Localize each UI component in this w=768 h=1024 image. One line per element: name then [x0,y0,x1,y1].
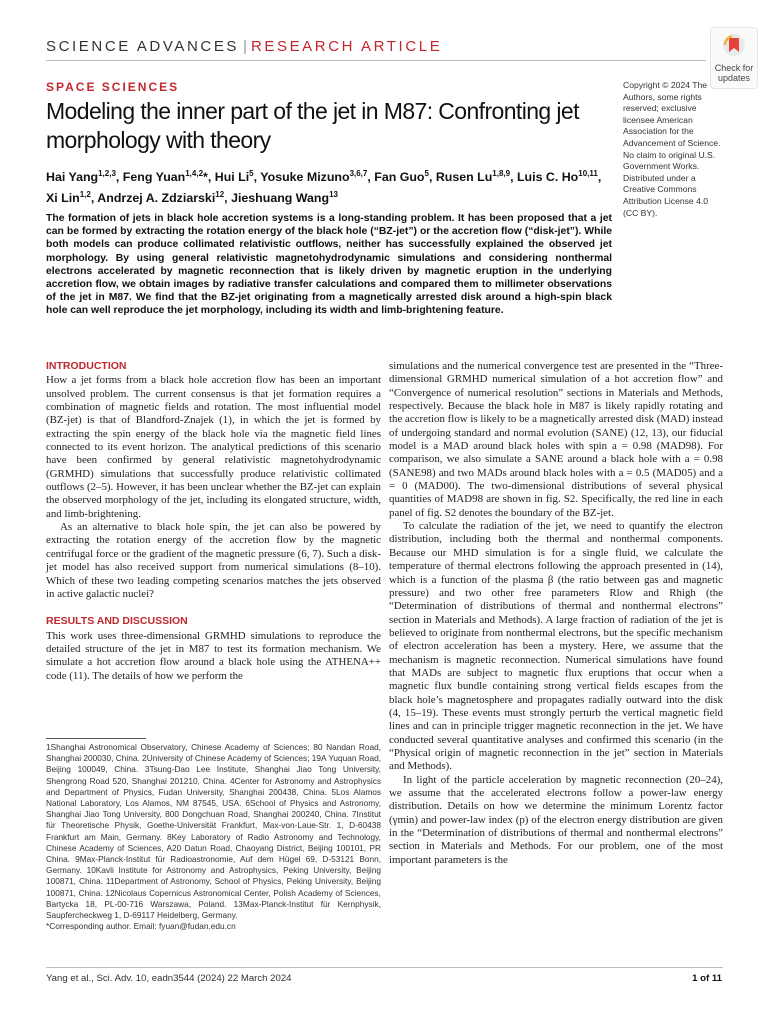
author-affiliation-marker: 1,4,2 [185,169,204,178]
author-list [46,165,621,207]
intro-paragraph-2: As an alternative to black hole spin, the jet can also be powered by extracting the rotation energy of the accretion flow by the magnetic centrifugal force or the gradient of the magnetic pressure (6, 7). Such a disk-jet model has also received support from numerical simulations (8–10). Which of these two leading competing scenarios matches the jets observed in active galactic nuclei? [46,521,381,600]
results-paragraph-1: This work uses three-dimensional GRMHD simulations to reproduce the detailed structure of the jet in M87 to test its formation mechanism. We simulate a hot accretion flow around a black hole using the ATHENA++ code (11). The details of how we perform the [46,629,381,682]
author-name[interactable]: Rusen Lu [435,170,493,185]
author-separator: , [597,170,602,185]
author-separator: , [224,191,232,206]
corresponding-author: *Corresponding author. Email: fyuan@fudan.edu.cn [46,921,236,932]
author-separator: , [90,191,98,206]
right-paragraph-3: In light of the particle acceleration by magnetic reconnection (20–24), we assume that the accelerated electrons follow a power-law energy distribution. Details on how we determine the minimum Lorentz factor (γmin) and power-law index (p) of the electron energy distribution are given in the “Determination of distributions of thermal and nonthermal electrons” section in Materials and Methods. For our problem, one of the most important parameters is the [389,773,723,866]
article-type: RESEARCH ARTICLE [250,38,443,55]
bookmark-icon [721,33,747,57]
page-number: 1 of 11 [692,973,722,984]
author-name[interactable]: Fan Guo [374,170,425,185]
author-affiliation-marker: 5 [249,169,254,178]
right-paragraph-1: simulations and the numerical convergence test are presented in the “Three-dimensional GRMHD numerical simulation of a hot accretion flow” and “Convergence of numerical resolution” sections in Materials and Methods, respectively. Because the black hole in M87 is likely rapidly rotating and the accretion flow is likely to be a magnetically arrested disk (MAD) instead of undergoing standard and normal evolution (SANE) (12, 13), our fiducial model is a MAD around black holes with spin a = 0.98 (MAD98). For comparison, we also simulate a SANE around a black hole with a = 0.98 (SANE98) and two MADs around black holes with a = 0.5 (MAD05) and a = 0 (MAD00). The two-dimensional distributions of several physical quantities of MAD98 are shown in fig. S2. Specifically, the red line in each panel of fig. S2 denotes the boundary of the BZ-jet. [389,360,723,519]
author-name[interactable]: Luis C. Ho [516,170,579,185]
affiliation-rule [46,738,146,739]
author-separator: *, [203,170,215,185]
copyright-notice: Copyright © 2024 The Authors, some rights reserved; exclusive licensee American Association for the Advancement of Science. No claim to original U.S. Government Works. Distributed under a Creative Commons Attribution License 4.0 (CC BY). [623,80,721,218]
author-line-2 [46,186,621,207]
author-separator: , [510,170,517,185]
author-name[interactable]: Xi Lin [46,191,80,206]
results-heading: RESULTS AND DISCUSSION [46,615,188,628]
affiliation-text: 1Shanghai Astronomical Observatory, Chinese Academy of Sciences; 80 Nandan Road, Shanghai 200030, China. 2University of Chinese Academy of Sciences; 19A Yuquan Road, Beijing 100049, China. 3Tsung-Dao Lee Institute, Shanghai Jiao Tong University, Shengrong Road 520, Shanghai 201210, China. 4Center for Astronomy and Astrophysics and Department of Physics, Fudan University, Shanghai 200438, China. 5Los Alamos National Laboratory, Los Alamos, NM 87545, USA. 6School of Physics and Astronomy, Shanghai Jiao Tong University, 800 Dongchuan Road, Shanghai 200240, China. 7Institut für Theoretische Physik, Goethe-Universität Frankfurt, Max-von-Laue-Str. 1, D-60438 Frankfurt am Main, Germany. 8Key Laboratory of Radio Astronomy and Technology, Chinese Academy of Sciences, A20 Datun Road, Chaoyang District, Beijing 100101, PR China. 9Max-Planck-Institut für Radioastronomie, Auf dem Hügel 69, D-53121 Bonn, Germany. 10Kavli Institute for Astronomy and Astrophysics, Peking University, Beijing 100871, China. 11Department of Astronomy, School of Physics, Peking University, Beijing 100871, China. 12Nicolaus Copernicus Astronomical Center, Polish Academy of Sciences, Bartycka 18, PL-00-716 Warszawa, Poland. 13Max-Planck-Institut für Kernphysik, Saupfercheckweg 1, D-69117 Heidelberg, Germany. [46,742,381,921]
badge-label-2: updates [717,73,751,83]
author-separator: , [115,170,123,185]
abstract-text: The formation of jets in black hole accretion systems is a long-standing problem. It has been proposed that a jet can be formed by extracting the rotation energy of the black hole (“BZ-jet”) or the accretion flow (“disk-jet”). While both models can produce collimated relativistic outflows, neither has successfully explained the observed jet morphology. By using general relativistic magnetohydrodynamic simulations and considering nonthermal electrons accelerated by magnetic reconnection that is likely driven by magnetic eruption in the underlying accretion flow, we obtain images by radiative transfer calculations and compared them to millimeter observations of the jet in M87. We find that the BZ-jet originating from a magnetically arrested disk around a high-spin black hole can well reproduce the jet morphology, including its width and limb-brightening feature. [46,213,612,317]
author-name[interactable]: Yosuke Mizuno [260,170,350,185]
author-affiliation-marker: 1,2,3 [98,169,116,178]
author-name[interactable]: Andrzej A. Zdziarski [97,191,216,206]
article-title: Modeling the inner part of the jet in M87: Confronting jet morphology with theory [46,98,579,153]
author-affiliation-marker: 10,11 [578,169,598,178]
right-paragraph-2: To calculate the radiation of the jet, we need to quantify the electron distribution, including both the thermal and nonthermal components. Because our MHD simulation is for a single fluid, we calculate the temperature of thermal electrons following the approach presented in (14), which is a function of the plasma β (the ratio between gas and magnetic pressure) and two other free parameters Rlow and Rhigh (the “Determination of distributions of thermal and nonthermal electrons” section in Materials and Methods). A large fraction of radiation of the jet is believed to originate from nonthermal electrons, but the specific mechanism of electron acceleration has been a mystery. Here, we assume that the mechanism is magnetic reconnection. Numerical simulations have found that MADs are subject to magnetic flux eruptions that occur when a magnetic flux bundle containing strong vertical fields escapes from the black hole’s magnetosphere and propagates radially outward into the disk (4, 15–19). These events must strongly perturb the vertical magnetic field lines and can in principle trigger magnetic reconnection in the jet. We have conducted several quantitative analyses and confirmed this scenario (in the “Physical origin of magnetic reconnection in the jet” section in Materials and Methods). [389,520,723,773]
author-line-1 [46,165,621,186]
header-rule [46,60,706,61]
author-affiliation-marker: 13 [329,190,338,200]
journal-header [46,38,442,55]
footer-rule [46,967,723,968]
abstract [46,212,612,318]
author-affiliation-marker: 5 [424,169,429,178]
author-separator: , [367,170,375,185]
author-affiliation-marker: 3,6,7 [349,169,368,178]
author-name[interactable]: Feng Yuan [122,170,186,185]
intro-paragraph-1: How a jet forms from a black hole accretion flow has been an important unsolved problem. The current consensus is that jet formation requires a combination of magnetic fields and rotation. The most influential model (BZ-jet) is that of Blandford-Znajek (1), in which the jet is formed by extracting the spin energy of the black hole via the magnetic field lines connected to its event horizon. The analytical predictions of this scenario have been confirmed by general relativistic magnetohydrodynamic (GRMHD) simulations that successfully produce relativistic collimated outflows (2–5). However, it has been unclear whether the BZ-jet can explain the observed morphology of the jet, including its elongated structure, width, and limb-brightening. [46,374,381,520]
author-affiliation-marker: 12 [215,190,225,200]
journal-name: SCIENCE ADVANCES [46,38,240,55]
author-name[interactable]: Hai Yang [46,170,99,185]
author-name[interactable]: Hui Li [214,170,250,185]
affiliations [46,742,381,932]
header-separator: | [243,38,247,55]
right-column [389,360,723,867]
left-column [46,360,381,683]
author-affiliation-marker: 1,8,9 [492,169,511,178]
author-separator: , [253,170,261,185]
badge-label-1: Check for [714,63,754,73]
author-separator: , [428,170,436,185]
section-label: SPACE SCIENCES [46,80,180,94]
citation-footer: Yang et al., Sci. Adv. 10, eadn3544 (2024) 22 March 2024 [46,973,292,984]
author-name[interactable]: Jieshuang Wang [231,191,330,206]
intro-heading: INTRODUCTION [46,360,127,372]
author-affiliation-marker: 1,2 [79,190,91,200]
